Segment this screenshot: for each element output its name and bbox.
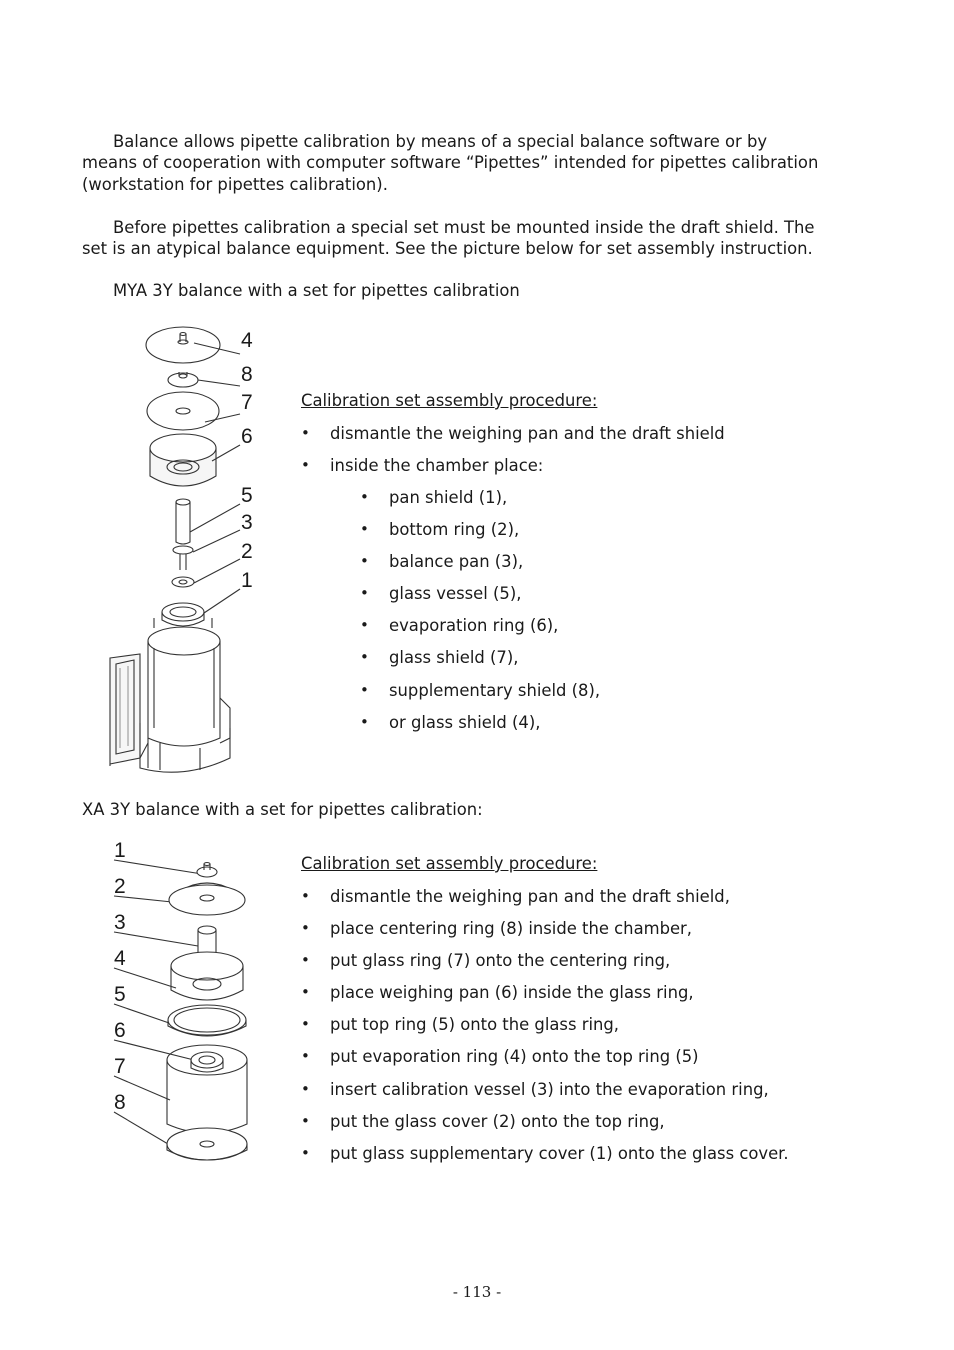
mya-substep (360, 583, 600, 615)
mya-substep (360, 615, 600, 647)
xa-step (301, 1046, 789, 1078)
xa-step-text: put the glass cover (2) onto the top ring, (330, 1111, 665, 1131)
intro-p1-line-1: Balance allows pipette calibration by means of a special balance software or by (113, 132, 768, 151)
mya-label-8: 8 (241, 363, 253, 386)
mya-step-1 (301, 423, 725, 455)
xa-label-5: 5 (114, 983, 126, 1006)
bullet-icon: • (301, 1047, 310, 1066)
mya-substep-text: evaporation ring (6), (389, 616, 559, 636)
mya-substeps-list (360, 487, 601, 744)
xa-label-7: 7 (114, 1055, 126, 1078)
xa-step (301, 886, 789, 918)
xa-label-4: 4 (114, 947, 126, 970)
mya-label-2: 2 (241, 540, 253, 563)
mya-step-2 (301, 455, 725, 487)
mya-label-7: 7 (241, 391, 253, 414)
xa-label-1: 1 (114, 839, 126, 862)
xa-step (301, 1079, 789, 1111)
xa-step (301, 1014, 789, 1046)
xa-label-6: 6 (114, 1019, 126, 1042)
mya-substep-text: supplementary shield (8), (389, 680, 601, 700)
mya-label-3: 3 (241, 511, 253, 534)
xa-label-8: 8 (114, 1091, 126, 1114)
xa-assembly-figure (110, 838, 260, 1183)
mya-label-5: 5 (241, 484, 253, 507)
mya-substep (360, 680, 601, 712)
mya-substep-text: glass vessel (5), (389, 584, 522, 604)
mya-label-6: 6 (241, 425, 253, 448)
bullet-icon: • (301, 1143, 310, 1162)
xa-step-text: insert calibration vessel (3) into the evaporation ring, (330, 1079, 769, 1099)
bullet-icon: • (301, 951, 310, 970)
xa-label-3: 3 (114, 911, 126, 934)
intro-p1-line-2: means of cooperation with computer software “Pipettes” intended for pipettes calibration (82, 153, 819, 173)
mya-step-1-text: dismantle the weighing pan and the draft shield (330, 424, 725, 443)
intro-p2-line-2: set is an atypical balance equipment. See the picture below for set assembly instruction. (82, 239, 813, 259)
xa-label-2: 2 (114, 875, 126, 898)
mya-label-1: 1 (241, 569, 253, 592)
xa-step (301, 982, 789, 1014)
xa-step-text: place weighing pan (6) inside the glass ring, (330, 983, 694, 1003)
bullet-icon: • (301, 424, 310, 442)
xa-step-text: dismantle the weighing pan and the draft shield, (330, 887, 730, 906)
xa-step (301, 950, 789, 982)
bullet-icon: • (301, 887, 310, 905)
mya-substep-text: or glass shield (4), (389, 712, 541, 732)
xa-step-text: put evaporation ring (4) onto the top ring (5) (330, 1047, 699, 1067)
xa-step-text: put glass ring (7) onto the centering ring, (330, 951, 671, 971)
xa-step (301, 918, 789, 950)
bullet-icon: • (360, 552, 369, 571)
bullet-icon: • (301, 456, 310, 475)
bullet-icon: • (360, 712, 369, 731)
bullet-icon: • (301, 1079, 310, 1098)
bullet-icon: • (360, 520, 369, 539)
xa-step-text: place centering ring (8) inside the chamber, (330, 919, 693, 939)
mya-caption: MYA 3Y balance with a set for pipettes calibration (113, 281, 520, 300)
mya-substep (360, 712, 600, 744)
mya-substep (360, 487, 600, 519)
bullet-icon: • (301, 1111, 310, 1130)
bullet-icon: • (301, 1015, 310, 1034)
bullet-icon: • (360, 648, 369, 667)
mya-substep-text: pan shield (1), (389, 488, 508, 507)
bullet-icon: • (360, 680, 369, 699)
intro-p2-line-1: Before pipettes calibration a special set must be mounted inside the draft shield. The (113, 218, 815, 237)
mya-substep-text: balance pan (3), (389, 552, 524, 572)
xa-steps-list (301, 886, 789, 1175)
xa-step (301, 1111, 789, 1143)
intro-p1-line-3: (workstation for pipettes calibration). (82, 174, 388, 194)
mya-step-2-text: inside the chamber place: (330, 456, 544, 476)
xa-caption: XA 3Y balance with a set for pipettes calibration: (82, 800, 483, 819)
mya-substep-text: glass shield (7), (389, 648, 519, 668)
mya-label-4: 4 (241, 329, 253, 352)
mya-steps-list (301, 423, 725, 487)
bullet-icon: • (301, 919, 310, 938)
xa-step-text: put top ring (5) onto the glass ring, (330, 1015, 619, 1035)
bullet-icon: • (301, 983, 310, 1002)
xa-step-text: put glass supplementary cover (1) onto the glass cover. (330, 1143, 789, 1163)
xa-procedure-heading: Calibration set assembly procedure: (301, 854, 598, 873)
page-number: - 113 - (452, 1283, 502, 1301)
mya-procedure-heading: Calibration set assembly procedure: (301, 391, 598, 410)
intro-paragraph-1 (82, 131, 882, 195)
bullet-icon: • (360, 584, 369, 603)
mya-substep (360, 647, 600, 679)
xa-step (301, 1143, 789, 1175)
mya-substep (360, 519, 600, 551)
mya-substep (360, 551, 600, 583)
mya-substep-text: bottom ring (2), (389, 520, 520, 540)
intro-paragraph-2 (82, 217, 882, 260)
bullet-icon: • (360, 616, 369, 635)
bullet-icon: • (360, 488, 369, 506)
